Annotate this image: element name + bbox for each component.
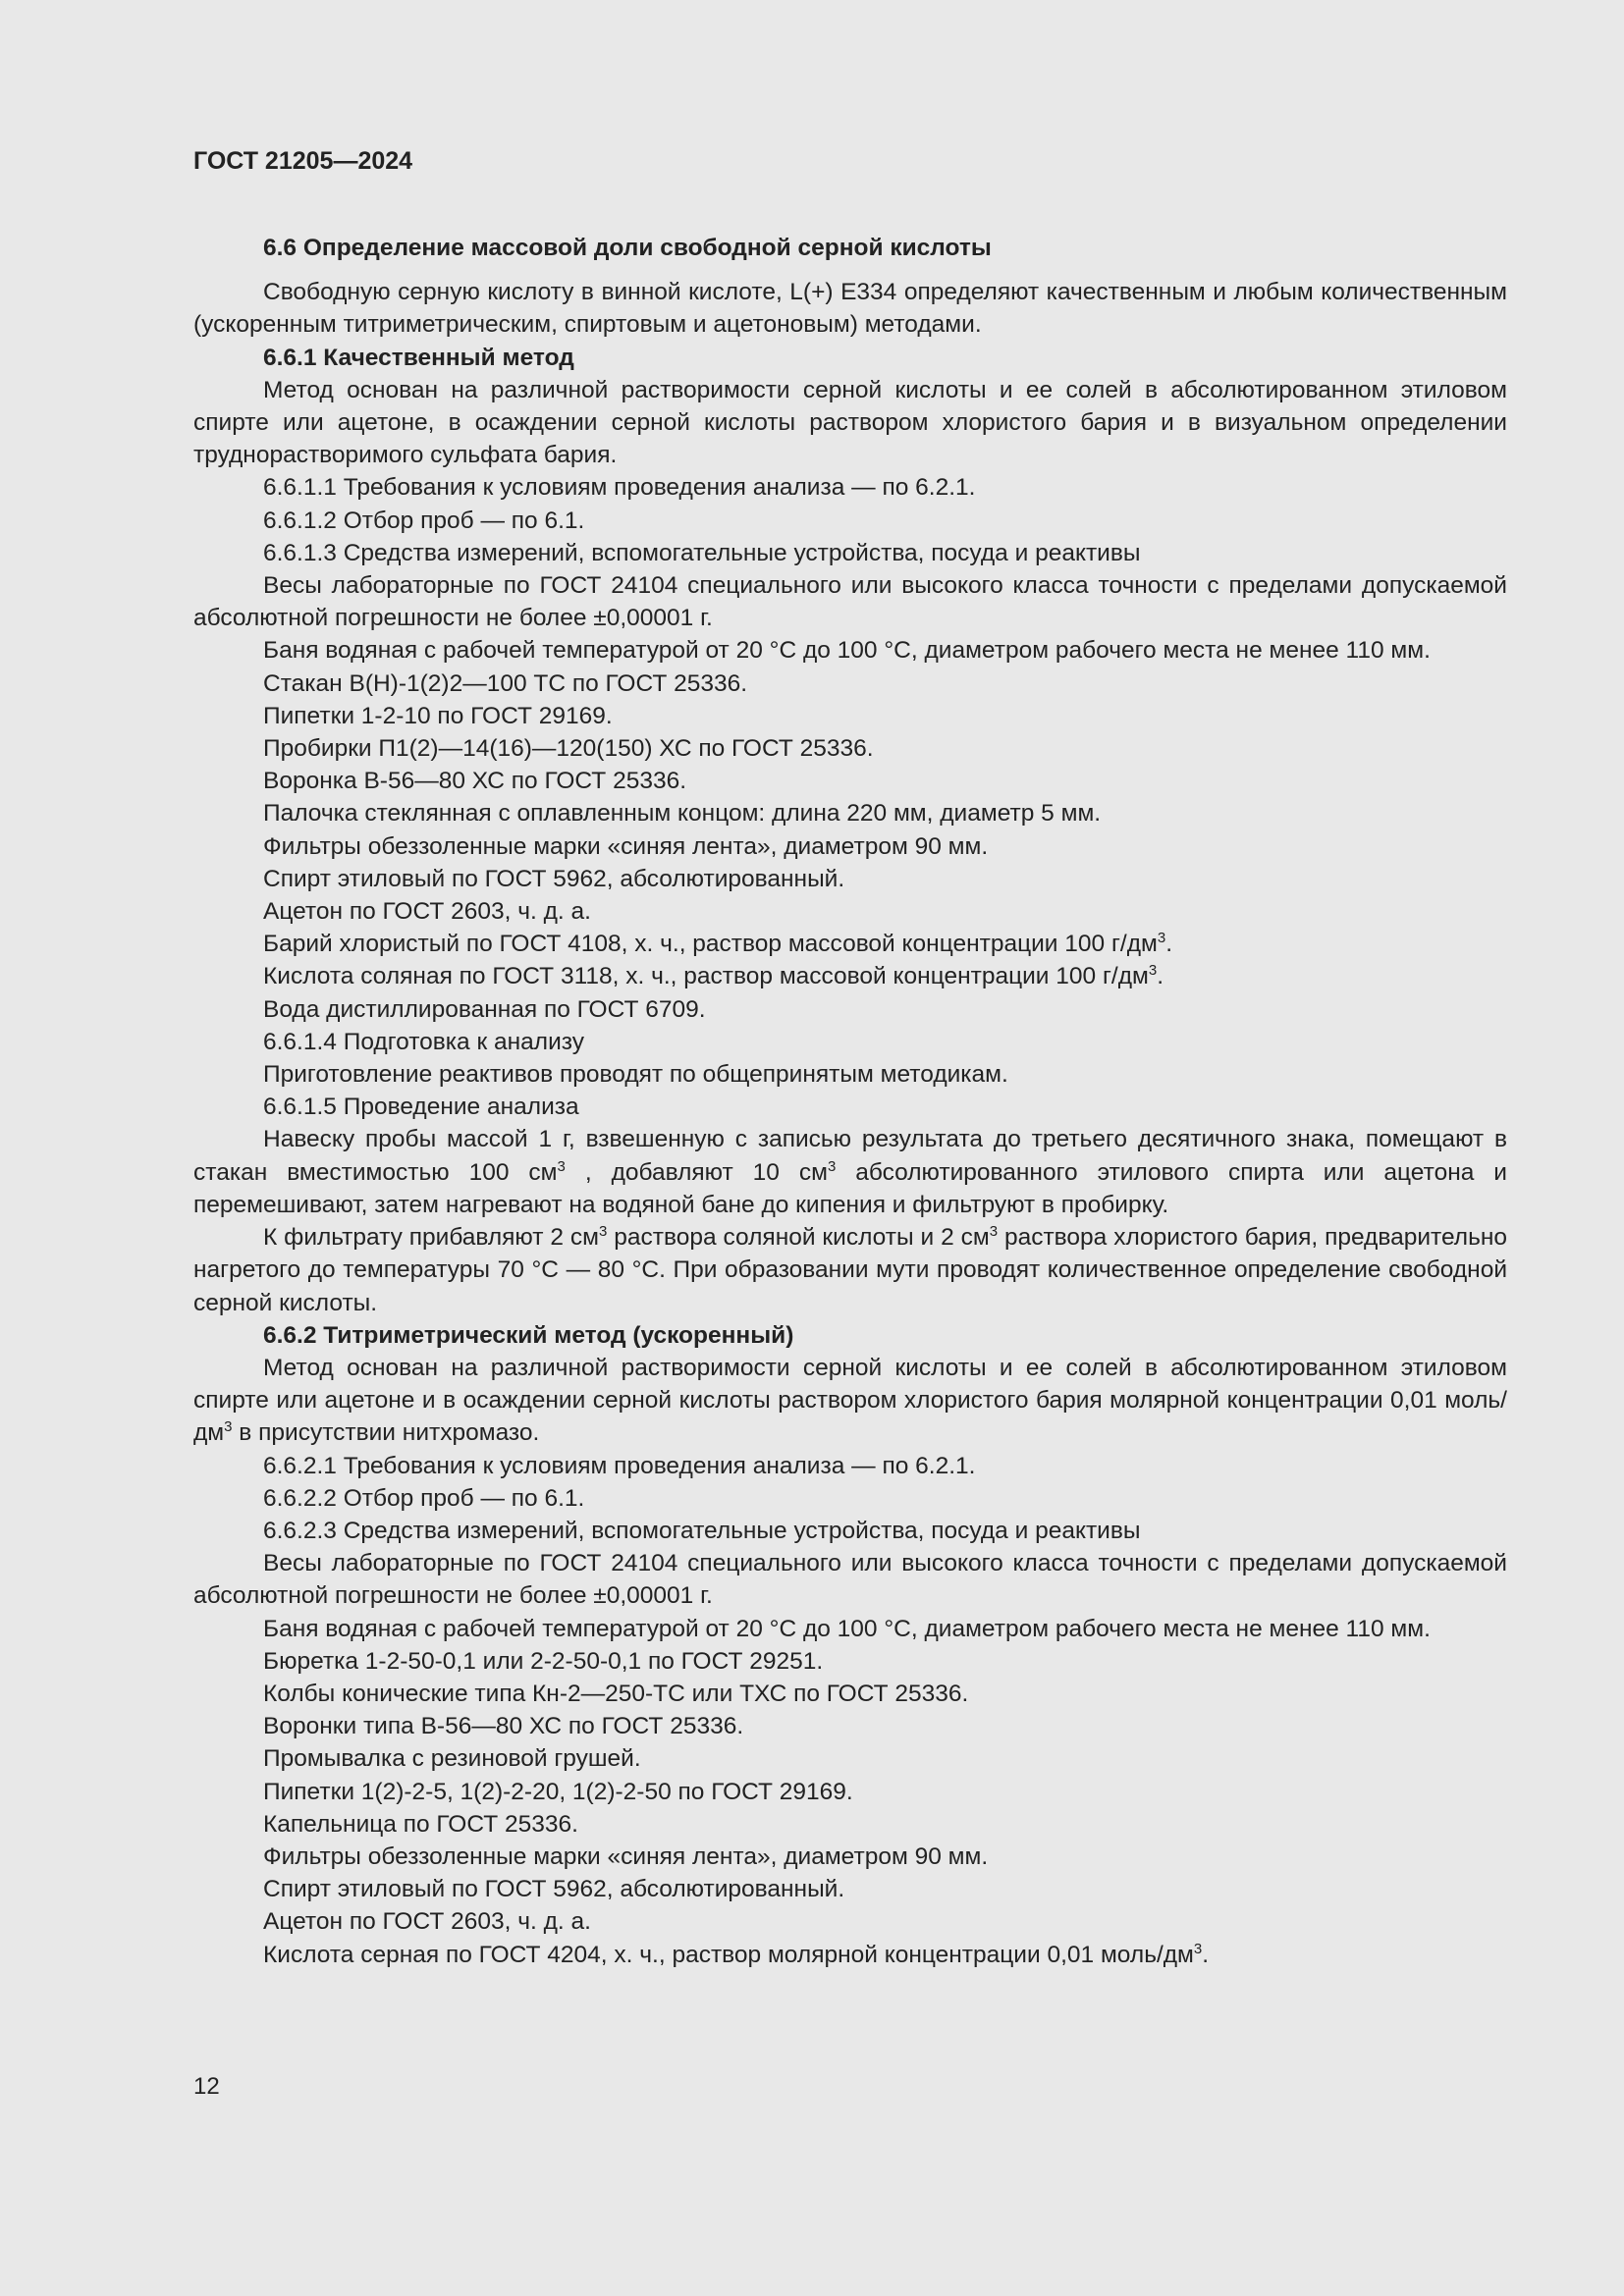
- section-heading: 6.6.2 Титриметрический метод (ускоренный): [263, 1321, 794, 1349]
- paragraph: Свободную серную кислоту в винной кислоте, L(+) Е334 определяют качественным и любым количественным (ускоренным титриметрическим, спиртовым и ацетоновым) методами.: [193, 279, 1507, 339]
- paragraph: Вода дистиллированная по ГОСТ 6709.: [263, 995, 706, 1023]
- paragraph: Кислота серная по ГОСТ 4204, х. ч., раствор молярной концентрации 0,01 моль/$дм^3$.: [263, 1940, 1210, 1968]
- paragraph: Метод основан на различной растворимости серной кислоты и ее солей в абсолютированном этиловом спирте или ацетоне, в осаждении серной кислоты раствором хлористого бария и в визуальном определении труднорастворимого сульфата бария.: [193, 376, 1507, 469]
- paragraph: Пипетки 1-2-10 по ГОСТ 29169.: [263, 702, 613, 729]
- paragraph: Колбы конические типа Кн-2—250-ТС или ТХС по ГОСТ 25336.: [263, 1680, 969, 1707]
- paragraph: Воронки типа В-56—80 ХС по ГОСТ 25336.: [263, 1713, 744, 1740]
- paragraph: 6.6.2.1 Требования к условиям проведения анализа — по 6.2.1.: [263, 1452, 976, 1479]
- paragraph: Метод основан на различной растворимости серной кислоты и ее солей в абсолютированном этиловом спирте или ацетоне и в осаждении серной кислоты раствором хлористого бария молярной концентрации 0,01 моль/$дм^3$ в присутствии нитхромазо.: [193, 1354, 1507, 1447]
- paragraph: Промывалка с резиновой грушей.: [263, 1745, 641, 1773]
- paragraph: Навеску пробы массой 1 г, взвешенную с записью результата до третьего десятичного знака, помещают в стакан вместимостью 100 $см^3$ , добавляют 10 $см^3$ абсолютированного этилового спирта или ацетона и перемешивают, затем нагревают на водяной бане до кипения и фильтруют в пробирку.: [193, 1126, 1507, 1218]
- paragraph: Ацетон по ГОСТ 2603, ч. д. а.: [263, 898, 591, 926]
- paragraph: Капельница по ГОСТ 25336.: [263, 1810, 578, 1838]
- document-body: [193, 232, 1507, 1971]
- paragraph: Стакан В(Н)-1(2)2—100 ТС по ГОСТ 25336.: [263, 669, 748, 697]
- paragraph: Спирт этиловый по ГОСТ 5962, абсолютированный.: [263, 1876, 845, 1903]
- paragraph: Палочка стеклянная с оплавленным концом: длина 220 мм, диаметр 5 мм.: [263, 800, 1102, 828]
- paragraph: 6.6.2.2 Отбор проб — по 6.1.: [263, 1484, 585, 1512]
- paragraph: 6.6.1.2 Отбор проб — по 6.1.: [263, 507, 585, 534]
- paragraph: 6.6.1.1 Требования к условиям проведения анализа — по 6.2.1.: [263, 474, 976, 502]
- paragraph: Фильтры обеззоленные марки «синяя лента», диаметром 90 мм.: [263, 832, 989, 860]
- paragraph: Весы лабораторные по ГОСТ 24104 специального или высокого класса точности с пределами допускаемой абсолютной погрешности не более ±0,00001 г.: [193, 1550, 1507, 1610]
- paragraph: 6.6.1.3 Средства измерений, вспомогательные устройства, посуда и реактивы: [263, 539, 1141, 566]
- paragraph: Пробирки П1(2)—14(16)—120(150) ХС по ГОСТ 25336.: [263, 735, 874, 763]
- paragraph: Кислота соляная по ГОСТ 3118, х. ч., раствор массовой концентрации 100 $г/дм^3$.: [263, 962, 1164, 990]
- paragraph: Спирт этиловый по ГОСТ 5962, абсолютированный.: [263, 865, 845, 892]
- document-header: ГОСТ 21205—2024: [193, 147, 413, 175]
- paragraph: Баня водяная с рабочей температурой от 20 °С до 100 °С, диаметром рабочего места не менее 110 мм.: [263, 1615, 1431, 1642]
- paragraph: К фильтрату прибавляют 2 $см^3$ раствора соляной кислоты и 2 $см^3$ раствора хлористого бария, предварительно нагретого до температуры 70 °С — 80 °С. При образовании мути проводят количественное определение свободной серной кислоты.: [193, 1223, 1508, 1316]
- paragraph: Весы лабораторные по ГОСТ 24104 специального или высокого класса точности с пределами допускаемой абсолютной погрешности не более ±0,00001 г.: [193, 572, 1507, 632]
- page-number: 12: [193, 2073, 220, 2100]
- paragraph: Пипетки 1(2)-2-5, 1(2)-2-20, 1(2)-2-50 по ГОСТ 29169.: [263, 1778, 853, 1805]
- paragraph: Бюретка 1-2-50-0,1 или 2-2-50-0,1 по ГОСТ 29251.: [263, 1647, 824, 1675]
- section-heading: 6.6 Определение массовой доли свободной серной кислоты: [263, 235, 992, 261]
- paragraph: 6.6.2.3 Средства измерений, вспомогательные устройства, посуда и реактивы: [263, 1517, 1141, 1544]
- paragraph: 6.6.1.4 Подготовка к анализу: [263, 1028, 584, 1055]
- paragraph: 6.6.1.5 Проведение анализа: [263, 1094, 579, 1121]
- paragraph: Ацетон по ГОСТ 2603, ч. д. а.: [263, 1908, 591, 1936]
- paragraph: Баня водяная с рабочей температурой от 20 °С до 100 °С, диаметром рабочего места не менее 110 мм.: [263, 637, 1431, 665]
- paragraph: Барий хлористый по ГОСТ 4108, х. ч., раствор массовой концентрации 100 $г/дм^3$.: [263, 930, 1173, 958]
- paragraph: Приготовление реактивов проводят по общепринятым методикам.: [263, 1061, 1008, 1089]
- section-heading: 6.6.1 Качественный метод: [263, 344, 574, 371]
- paragraph: Фильтры обеззоленные марки «синяя лента», диаметром 90 мм.: [263, 1842, 989, 1870]
- paragraph: Воронка В-56—80 ХС по ГОСТ 25336.: [263, 768, 687, 795]
